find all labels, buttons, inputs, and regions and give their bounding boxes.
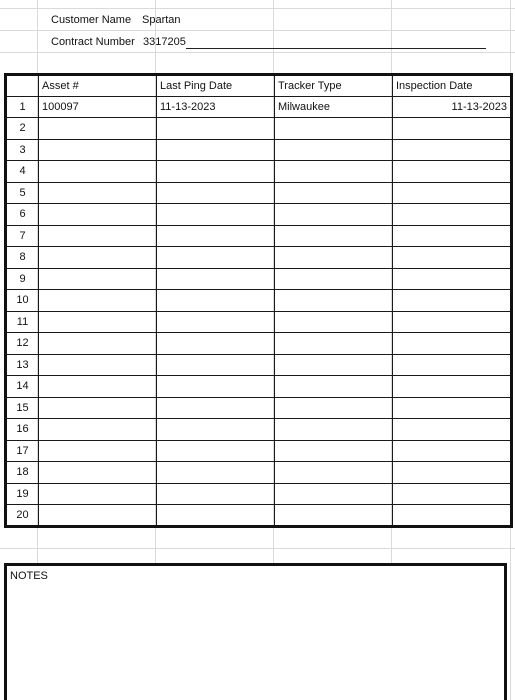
tracker-type-cell[interactable]: [275, 182, 393, 204]
last-ping-date-cell[interactable]: [157, 290, 275, 312]
inspection-date-cell[interactable]: [393, 397, 512, 419]
table-header-row: [6, 75, 512, 97]
grid-line: [0, 30, 515, 31]
asset-cell[interactable]: [39, 290, 157, 312]
asset-table: [4, 73, 513, 528]
asset-cell[interactable]: [39, 505, 157, 527]
inspection-date-cell[interactable]: [393, 204, 512, 226]
table-row: [6, 505, 512, 527]
tracker-type-cell[interactable]: Milwaukee: [275, 96, 393, 118]
row-number: 5: [6, 182, 39, 204]
last-ping-date-cell[interactable]: [157, 225, 275, 247]
row-number: 2: [6, 118, 39, 140]
asset-cell[interactable]: [39, 161, 157, 183]
table-row: [6, 225, 512, 247]
table-row: [6, 440, 512, 462]
inspection-date-cell[interactable]: [393, 311, 512, 333]
last-ping-date-cell[interactable]: [157, 182, 275, 204]
grid-line: [0, 52, 515, 53]
table-row: [6, 182, 512, 204]
tracker-type-cell[interactable]: [275, 311, 393, 333]
inspection-date-cell[interactable]: [393, 505, 512, 527]
last-ping-date-cell[interactable]: [157, 118, 275, 140]
row-number: 12: [6, 333, 39, 355]
inspection-date-cell[interactable]: [393, 118, 512, 140]
row-number: 10: [6, 290, 39, 312]
row-number: 8: [6, 247, 39, 269]
row-number: 14: [6, 376, 39, 398]
table-row: [6, 139, 512, 161]
table-row: [6, 354, 512, 376]
tracker-type-cell[interactable]: [275, 225, 393, 247]
tracker-type-cell[interactable]: [275, 354, 393, 376]
last-ping-date-cell[interactable]: [157, 440, 275, 462]
asset-cell[interactable]: [39, 204, 157, 226]
last-ping-date-cell[interactable]: 11-13-2023: [157, 96, 275, 118]
row-number: 16: [6, 419, 39, 441]
last-ping-date-cell[interactable]: [157, 311, 275, 333]
table-row: [6, 397, 512, 419]
asset-cell[interactable]: [39, 182, 157, 204]
column-header-asset[interactable]: Asset #: [39, 75, 157, 97]
contract-underline: [186, 48, 486, 49]
asset-cell[interactable]: 100097: [39, 96, 157, 118]
inspection-date-cell[interactable]: [393, 161, 512, 183]
asset-cell[interactable]: [39, 268, 157, 290]
corner-cell: [6, 75, 39, 97]
row-number: 9: [6, 268, 39, 290]
asset-cell[interactable]: [39, 354, 157, 376]
table-row: [6, 204, 512, 226]
table-row: [6, 483, 512, 505]
row-number: 11: [6, 311, 39, 333]
asset-cell[interactable]: [39, 333, 157, 355]
last-ping-date-cell[interactable]: [157, 354, 275, 376]
inspection-date-cell[interactable]: [393, 483, 512, 505]
inspection-date-cell[interactable]: [393, 225, 512, 247]
last-ping-date-cell[interactable]: [157, 505, 275, 527]
table-row: [6, 462, 512, 484]
table-row: [6, 419, 512, 441]
contract-number-label: Contract Number: [51, 36, 135, 48]
row-number: 17: [6, 440, 39, 462]
asset-cell[interactable]: [39, 118, 157, 140]
table-row: [6, 290, 512, 312]
asset-cell[interactable]: [39, 483, 157, 505]
table-row: [6, 247, 512, 269]
inspection-date-cell[interactable]: [393, 354, 512, 376]
column-header-tracker-type[interactable]: Tracker Type: [275, 75, 393, 97]
inspection-date-cell[interactable]: [393, 139, 512, 161]
row-number: 13: [6, 354, 39, 376]
asset-cell[interactable]: [39, 225, 157, 247]
asset-cell[interactable]: [39, 311, 157, 333]
inspection-date-cell[interactable]: [393, 247, 512, 269]
last-ping-date-cell[interactable]: [157, 139, 275, 161]
asset-cell[interactable]: [39, 440, 157, 462]
inspection-date-cell[interactable]: [393, 376, 512, 398]
row-number: 3: [6, 139, 39, 161]
row-number: 18: [6, 462, 39, 484]
tracker-type-cell[interactable]: [275, 483, 393, 505]
row-number: 19: [6, 483, 39, 505]
grid-line: [0, 548, 515, 549]
last-ping-date-cell[interactable]: [157, 161, 275, 183]
row-number: 4: [6, 161, 39, 183]
inspection-date-cell[interactable]: 11-13-2023: [393, 96, 512, 118]
column-header-inspection-date[interactable]: Inspection Date: [393, 75, 512, 97]
row-number: 6: [6, 204, 39, 226]
table-row: [6, 96, 512, 118]
inspection-date-cell[interactable]: [393, 333, 512, 355]
contract-number-value[interactable]: 3317205: [143, 36, 186, 48]
inspection-date-cell[interactable]: [393, 182, 512, 204]
tracker-type-cell[interactable]: [275, 247, 393, 269]
inspection-date-cell[interactable]: [393, 440, 512, 462]
tracker-type-cell[interactable]: [275, 139, 393, 161]
last-ping-date-cell[interactable]: [157, 397, 275, 419]
tracker-type-cell[interactable]: [275, 397, 393, 419]
table-row: [6, 333, 512, 355]
grid-line: [0, 8, 515, 9]
row-number: 1: [6, 96, 39, 118]
customer-name-label: Customer Name: [51, 14, 132, 26]
last-ping-date-cell[interactable]: [157, 268, 275, 290]
last-ping-date-cell[interactable]: [157, 462, 275, 484]
customer-name-value[interactable]: Spartan: [142, 14, 181, 26]
table-row: [6, 311, 512, 333]
last-ping-date-cell[interactable]: [157, 483, 275, 505]
asset-cell[interactable]: [39, 462, 157, 484]
asset-cell[interactable]: [39, 419, 157, 441]
last-ping-date-cell[interactable]: [157, 419, 275, 441]
tracker-type-cell[interactable]: [275, 505, 393, 527]
tracker-type-cell[interactable]: [275, 462, 393, 484]
tracker-type-cell[interactable]: [275, 161, 393, 183]
inspection-date-cell[interactable]: [393, 268, 512, 290]
tracker-type-cell[interactable]: [275, 204, 393, 226]
table-row: [6, 118, 512, 140]
asset-cell[interactable]: [39, 397, 157, 419]
asset-cell[interactable]: [39, 139, 157, 161]
table-row: [6, 161, 512, 183]
table-row: [6, 376, 512, 398]
inspection-date-cell[interactable]: [393, 462, 512, 484]
inspection-date-cell[interactable]: [393, 419, 512, 441]
tracker-type-cell[interactable]: [275, 290, 393, 312]
last-ping-date-cell[interactable]: [157, 333, 275, 355]
table-row: [6, 268, 512, 290]
last-ping-date-cell[interactable]: [157, 247, 275, 269]
inspection-date-cell[interactable]: [393, 290, 512, 312]
tracker-type-cell[interactable]: [275, 118, 393, 140]
asset-cell[interactable]: [39, 376, 157, 398]
tracker-type-cell[interactable]: [275, 376, 393, 398]
tracker-type-cell[interactable]: [275, 268, 393, 290]
last-ping-date-cell[interactable]: [157, 204, 275, 226]
notes-box[interactable]: [4, 563, 507, 700]
tracker-type-cell[interactable]: [275, 333, 393, 355]
row-number: 20: [6, 505, 39, 527]
row-number: 7: [6, 225, 39, 247]
column-header-last-ping-date[interactable]: Last Ping Date: [157, 75, 275, 97]
tracker-type-cell[interactable]: [275, 440, 393, 462]
tracker-type-cell[interactable]: [275, 419, 393, 441]
asset-cell[interactable]: [39, 247, 157, 269]
notes-label: NOTES: [10, 570, 48, 582]
last-ping-date-cell[interactable]: [157, 376, 275, 398]
row-number: 15: [6, 397, 39, 419]
